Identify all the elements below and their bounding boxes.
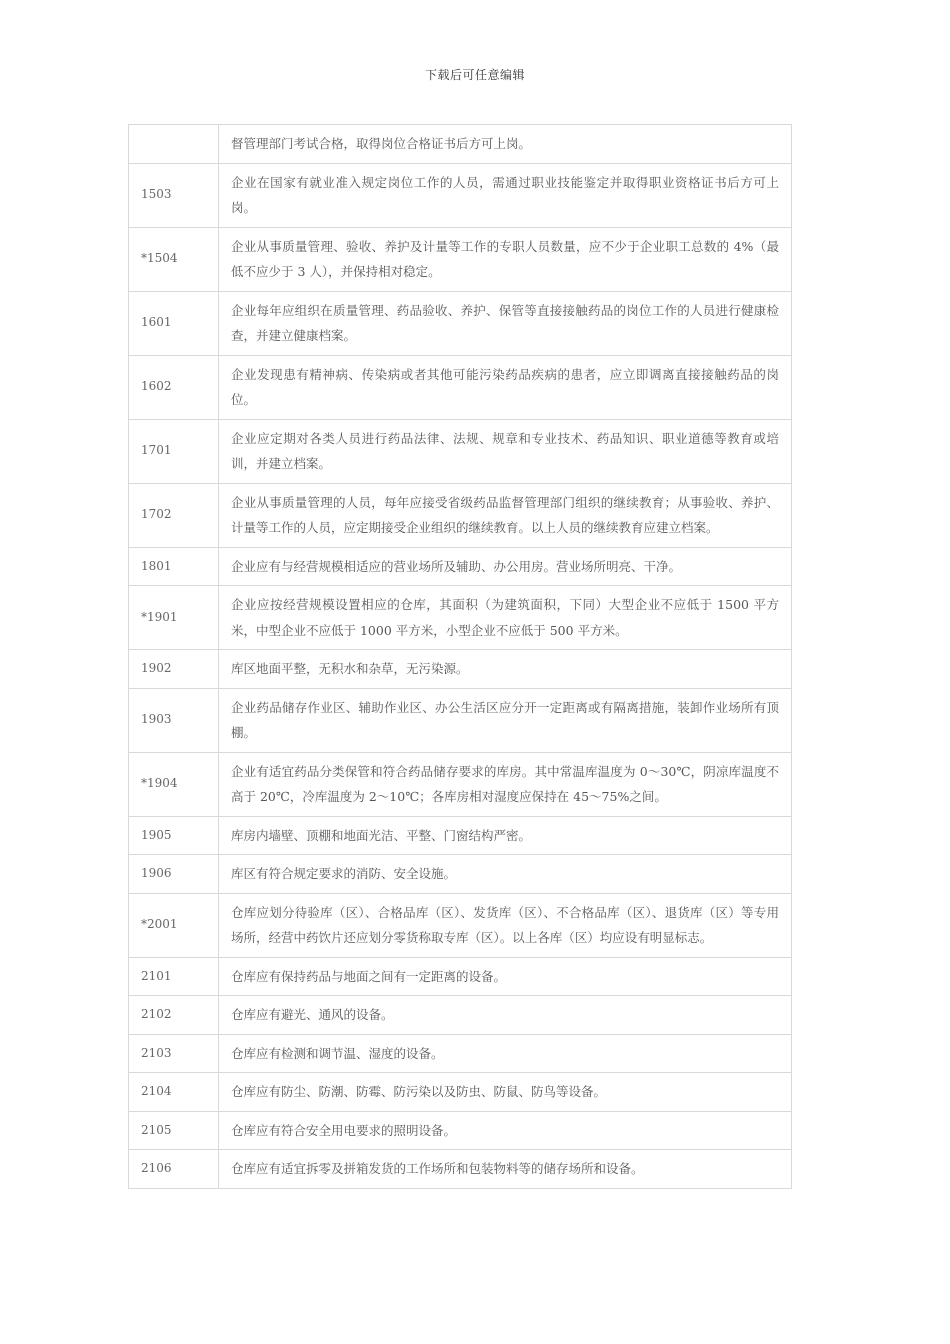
table-row [129,1150,792,1189]
item-requirement-cell: 库区地面平整，无积水和杂草，无污染源。 [219,650,792,689]
table-row [129,291,792,355]
item-requirement-cell: 企业应定期对各类人员进行药品法律、法规、规章和专业技术、药品知识、职业道德等教育或培训，并建立档案。 [219,419,792,483]
item-requirement-cell: 企业有适宜药品分类保管和符合药品储存要求的库房。其中常温库温度为 0～30℃，阴凉库温度不高于 20℃，冷库温度为 2～10℃；各库房相对湿度应保持在 45～75%之间。 [219,752,792,816]
item-code-cell: 1905 [129,816,219,855]
item-requirement-cell: 库区有符合规定要求的消防、安全设施。 [219,855,792,894]
item-code-cell: 1602 [129,355,219,419]
item-code-cell: *1504 [129,227,219,291]
item-code-cell: 1701 [129,419,219,483]
table-row [129,996,792,1035]
item-requirement-cell: 企业从事质量管理的人员，每年应接受省级药品监督管理部门组织的继续教育；从事验收、养护、计量等工作的人员，应定期接受企业组织的继续教育。以上人员的继续教育应建立档案。 [219,483,792,547]
item-requirement-cell: 企业药品储存作业区、辅助作业区、办公生活区应分开一定距离或有隔离措施，装卸作业场所有顶棚。 [219,688,792,752]
item-code-cell: 2103 [129,1034,219,1073]
item-code-cell: 1801 [129,547,219,586]
item-requirement-cell: 仓库应有保持药品与地面之间有一定距离的设备。 [219,957,792,996]
item-requirement-cell: 企业应有与经营规模相适应的营业场所及辅助、办公用房。营业场所明亮、干净。 [219,547,792,586]
item-code-cell: 2101 [129,957,219,996]
table-row [129,586,792,650]
item-requirement-cell: 仓库应有适宜拆零及拼箱发货的工作场所和包装物料等的储存场所和设备。 [219,1150,792,1189]
item-requirement-cell: 仓库应有防尘、防潮、防霉、防污染以及防虫、防鼠、防鸟等设备。 [219,1073,792,1112]
item-requirement-cell: 企业在国家有就业准入规定岗位工作的人员，需通过职业技能鉴定并取得职业资格证书后方可上岗。 [219,163,792,227]
item-code-cell: 2106 [129,1150,219,1189]
table-row [129,227,792,291]
item-code-cell: 1503 [129,163,219,227]
table-row [129,752,792,816]
table-row [129,893,792,957]
item-code-cell: 2102 [129,996,219,1035]
table-row [129,650,792,689]
item-code-cell: 2105 [129,1111,219,1150]
table-row [129,419,792,483]
item-requirement-cell: 督管理部门考试合格，取得岗位合格证书后方可上岗。 [219,125,792,164]
table-body [129,125,792,1189]
table-row [129,483,792,547]
item-requirement-cell: 企业每年应组织在质量管理、药品验收、养护、保管等直接接触药品的岗位工作的人员进行健康检查，并建立健康档案。 [219,291,792,355]
item-requirement-cell: 仓库应有符合安全用电要求的照明设备。 [219,1111,792,1150]
item-requirement-cell: 仓库应有检测和调节温、湿度的设备。 [219,1034,792,1073]
item-requirement-cell: 库房内墙壁、顶棚和地面光洁、平整、门窗结构严密。 [219,816,792,855]
item-code-cell [129,125,219,164]
table-row [129,163,792,227]
table-row [129,125,792,164]
item-code-cell: *1901 [129,586,219,650]
item-code-cell: 1903 [129,688,219,752]
item-code-cell: 1902 [129,650,219,689]
page-header: 下载后可任意编辑 [424,68,525,82]
item-requirement-cell: 仓库应划分待验库（区）、合格品库（区）、发货库（区）、不合格品库（区）、退货库（区）等专用场所，经营中药饮片还应划分零货称取专库（区）。以上各库（区）均应设有明显标志。 [219,893,792,957]
table-row [129,855,792,894]
table-row [129,816,792,855]
item-code-cell: *1904 [129,752,219,816]
table-row [129,1034,792,1073]
item-code-cell: 1601 [129,291,219,355]
item-code-cell: 1702 [129,483,219,547]
table-row [129,1111,792,1150]
item-requirement-cell: 企业发现患有精神病、传染病或者其他可能污染药品疾病的患者，应立即调离直接接触药品的岗位。 [219,355,792,419]
table-row [129,1073,792,1112]
table-row [129,547,792,586]
table-row [129,688,792,752]
item-code-cell: 1906 [129,855,219,894]
item-code-cell: *2001 [129,893,219,957]
inspection-table [128,124,792,1189]
table-row [129,355,792,419]
item-requirement-cell: 企业应按经营规模设置相应的仓库，其面积（为建筑面积，下同）大型企业不应低于 1500 平方米，中型企业不应低于 1000 平方米，小型企业不应低于 500 平方米。 [219,586,792,650]
item-code-cell: 2104 [129,1073,219,1112]
table-row [129,957,792,996]
item-requirement-cell: 仓库应有避光、通风的设备。 [219,996,792,1035]
item-requirement-cell: 企业从事质量管理、验收、养护及计量等工作的专职人员数量，应不少于企业职工总数的 4%（最低不应少于 3 人），并保持相对稳定。 [219,227,792,291]
